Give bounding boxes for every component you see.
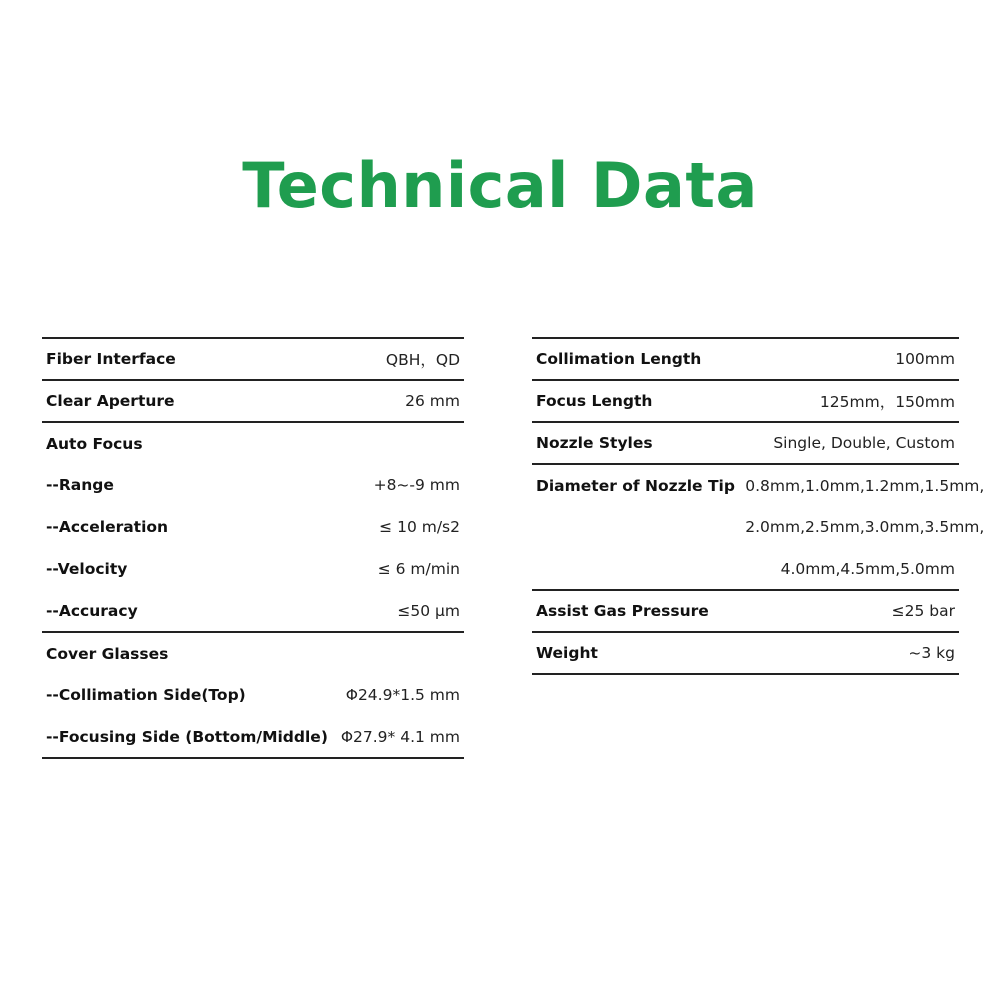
spec-table-right-body bbox=[532, 338, 985, 674]
spec-label: Nozzle Styles bbox=[532, 422, 741, 464]
spec-value: ≤25 bar bbox=[741, 590, 959, 632]
spec-value: 2.0mm,2.5mm,3.0mm,3.5mm, bbox=[745, 518, 985, 536]
spec-value: ≤ 10 m/s2 bbox=[379, 518, 460, 536]
spec-value: QBH，QD bbox=[304, 338, 464, 380]
spec-row bbox=[42, 548, 464, 590]
spec-label: --Accuracy bbox=[46, 601, 138, 620]
spec-row bbox=[532, 590, 959, 632]
spec-label bbox=[532, 506, 741, 548]
spec-label: --Collimation Side(Top) bbox=[46, 686, 246, 704]
spec-table-left bbox=[42, 337, 464, 759]
spec-row bbox=[532, 506, 959, 548]
spec-label: Focus Length bbox=[532, 380, 741, 422]
spec-label: Clear Aperture bbox=[42, 380, 304, 422]
spec-label: Collimation Length bbox=[532, 338, 741, 380]
spec-label: --Focusing Side (Bottom/Middle) bbox=[42, 716, 304, 758]
spec-label: --Acceleration bbox=[46, 518, 169, 536]
spec-value: Φ24.9*1.5 mm bbox=[345, 686, 460, 704]
spec-row bbox=[532, 422, 959, 464]
spec-value: Φ27.9* 4.1 mm bbox=[304, 716, 464, 758]
spec-table-left-body bbox=[42, 338, 464, 758]
spec-row bbox=[42, 380, 464, 422]
spec-value: Single, Double, Custom bbox=[741, 422, 959, 464]
spec-value: 125mm，150mm bbox=[741, 380, 959, 422]
spec-label: --Velocity bbox=[46, 560, 128, 578]
spec-value: 4.0mm,4.5mm,5.0mm bbox=[780, 559, 955, 578]
spec-row bbox=[532, 464, 959, 506]
spec-row bbox=[42, 422, 464, 464]
spec-label: --Range bbox=[46, 476, 114, 494]
spec-row bbox=[532, 380, 959, 422]
spec-row bbox=[42, 338, 464, 380]
spec-label: Assist Gas Pressure bbox=[532, 590, 741, 632]
spec-value: 26 mm bbox=[304, 380, 464, 422]
spec-value: 100mm bbox=[741, 338, 959, 380]
spec-value bbox=[304, 632, 464, 674]
spec-label: Diameter of Nozzle Tip bbox=[532, 464, 741, 506]
spec-label: Cover Glasses bbox=[42, 632, 304, 674]
spec-row bbox=[532, 632, 959, 674]
spec-label: Fiber Interface bbox=[42, 338, 304, 380]
spec-value: ~3 kg bbox=[741, 632, 959, 674]
spec-label: Weight bbox=[532, 632, 741, 674]
spec-value: +8~-9 mm bbox=[373, 476, 460, 494]
spec-row bbox=[532, 548, 959, 590]
spec-row bbox=[42, 716, 464, 758]
spec-label: Auto Focus bbox=[42, 422, 304, 464]
spec-label bbox=[532, 548, 741, 590]
spec-value: ≤ 6 m/min bbox=[377, 560, 460, 578]
spec-row bbox=[42, 674, 464, 716]
spec-table-right bbox=[532, 337, 985, 675]
spec-row bbox=[42, 464, 464, 506]
page-title: Technical Data bbox=[242, 148, 758, 222]
spec-row bbox=[42, 590, 464, 632]
spec-row bbox=[42, 506, 464, 548]
spec-value bbox=[304, 422, 464, 464]
spec-value: ≤50 μm bbox=[397, 601, 460, 620]
spec-value: 0.8mm,1.0mm,1.2mm,1.5mm, bbox=[741, 464, 959, 506]
spec-row bbox=[42, 632, 464, 674]
spec-row bbox=[532, 338, 959, 380]
